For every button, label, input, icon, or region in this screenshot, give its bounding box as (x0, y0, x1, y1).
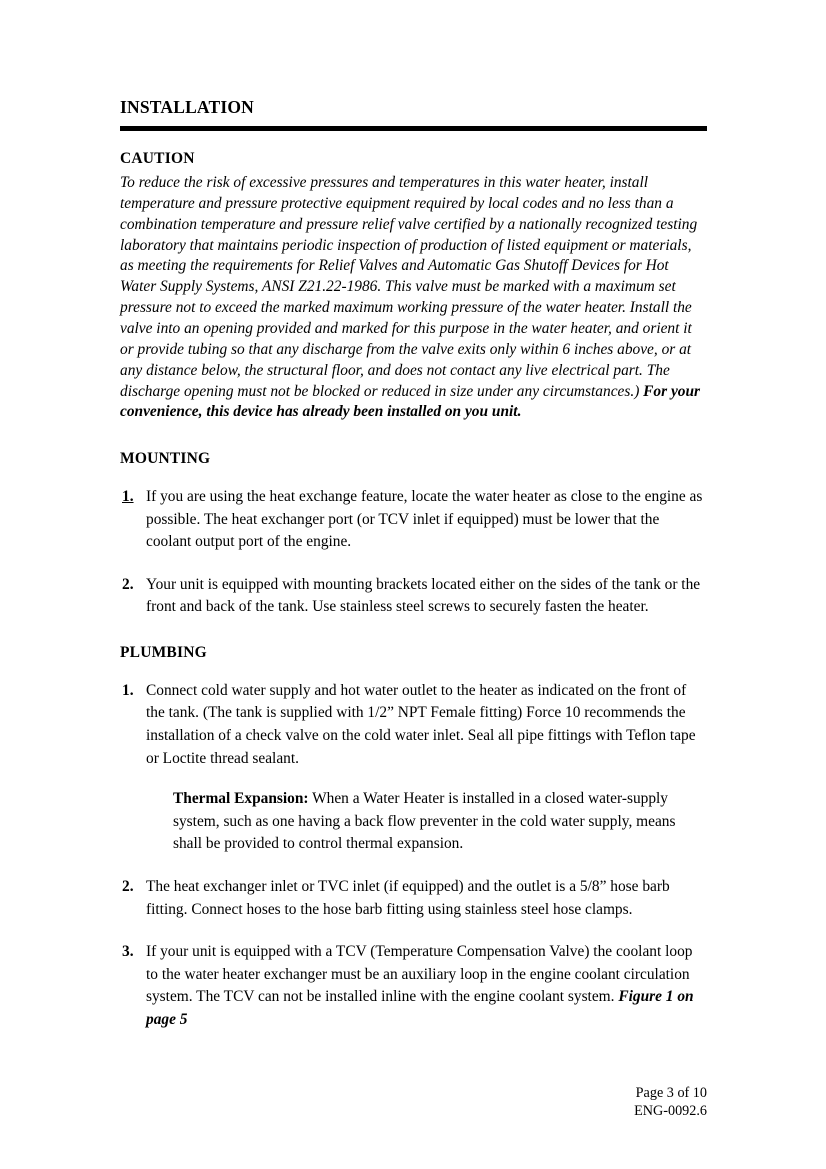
list-marker: 1. (122, 681, 134, 699)
title-rule (120, 126, 707, 131)
list-item-text: Your unit is equipped with mounting brackets located either on the sides of the tank or the front and back of the tank. Use stainless steel screws to securely fasten the heater. (146, 575, 701, 616)
list-marker: 1. (122, 488, 134, 505)
list-item (120, 680, 707, 770)
list-item (120, 876, 707, 921)
list-item (120, 574, 707, 619)
thermal-expansion-label: Thermal Expansion: (173, 790, 309, 808)
plumbing-heading: PLUMBING (120, 643, 207, 661)
mounting-list (120, 486, 707, 619)
plumbing-list (120, 680, 707, 1032)
list-item-text: If you are using the heat exchange feature, locate the water heater as close to the engine as possible. The heat exchanger port (or TCV inlet if equipped) must be lower that the coolant output port of the engine. (146, 488, 703, 551)
caution-italic-text: To reduce the risk of excessive pressures and temperatures in this water heater, install temperature and pressure protective equipment required by local codes and no less than a combination temperature and pressure relief valve certified by a nationally recognized testing laboratory that maintains periodic inspection of production of listed equipment or materials, as meeting the requirements for Relief Valves and Automatic Gas Shutoff Devices for Hot Water Supply Systems, ANSI Z21.22-1986. This valve must be marked with a maximum set pressure not to exceed the marked maximum working pressure of the water heater. Install the valve into an opening provided and marked for this purpose in the water heater, and orient it or provide tubing so that any discharge from the valve exits only within 6 inches above, or at any distance below, the structural floor, and does not contact any live electrical part. The discharge opening must not be blocked or reduced in size under any circumstances.) (120, 174, 698, 400)
page-footer (634, 1085, 707, 1120)
document-number: ENG-0092.6 (634, 1102, 707, 1119)
list-marker: 2. (122, 877, 134, 895)
page-number: Page 3 of 10 (635, 1085, 707, 1101)
caution-emphasis-text: For your convenience, this device has already been installed on you unit. (120, 382, 701, 421)
caution-paragraph (120, 173, 707, 423)
list-item (120, 486, 707, 554)
list-marker: 2. (122, 575, 134, 593)
list-item (120, 941, 707, 1031)
list-marker: 3. (122, 943, 134, 961)
thermal-expansion-text: When a Water Heater is installed in a closed water-supply system, such as one having a back flow preventer in the cold water supply, means shall be provided to control thermal expansion. (173, 790, 676, 853)
figure-reference: Figure 1 on page 5 (146, 988, 694, 1028)
list-item-text: The heat exchanger inlet or TVC inlet (if equipped) and the outlet is a 5/8” hose barb fitting. Connect hoses to the hose barb fitting using stainless steel hose clamps. (146, 877, 670, 918)
list-item-text (146, 941, 707, 1031)
page-content (120, 98, 707, 1032)
page-title: INSTALLATION (120, 97, 255, 117)
caution-heading: CAUTION (120, 150, 195, 168)
list-item-text: Connect cold water supply and hot water outlet to the heater as indicated on the front of the tank. (The tank is supplied with 1/2” NPT Female fitting) Force 10 recommends the installation of a check valve on the cold water inlet. Seal all pipe fittings with Teflon tape or Loctite thread sealant. (146, 681, 696, 767)
mounting-heading: MOUNTING (120, 450, 211, 468)
thermal-expansion-note (173, 788, 707, 856)
list-item-body-text: If your unit is equipped with a TCV (Temperature Compensation Valve) the coolant loop to the water heater exchanger must be an auxiliary loop in the engine coolant circulation system. The TCV can not be installed inline with the engine coolant system. (146, 943, 693, 1006)
